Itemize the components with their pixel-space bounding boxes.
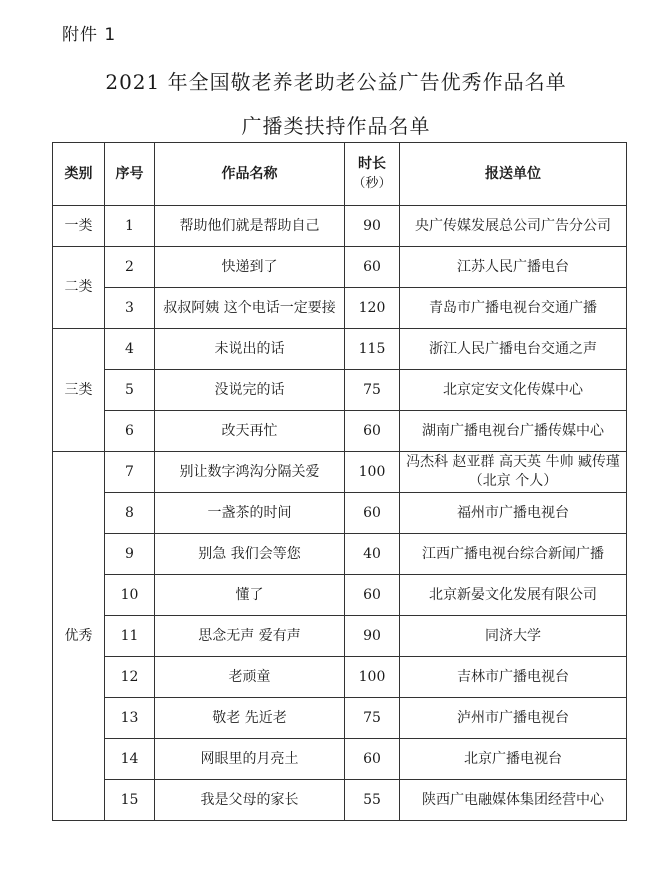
submitting-unit-cell: 湖南广播电视台广播传媒中心 <box>400 411 627 452</box>
duration-cell: 60 <box>345 739 400 780</box>
work-name-cell: 帮助他们就是帮助自己 <box>155 206 345 247</box>
duration-cell: 60 <box>345 493 400 534</box>
table-row <box>53 657 627 698</box>
work-name-cell: 思念无声 爱有声 <box>155 616 345 657</box>
submitting-unit-cell: 浙江人民广播电台交通之声 <box>400 329 627 370</box>
work-name-cell: 网眼里的月亮土 <box>155 739 345 780</box>
table-row <box>53 739 627 780</box>
index-cell: 1 <box>105 206 155 247</box>
category-cell: 优秀 <box>53 452 105 821</box>
submitting-unit-cell: 江苏人民广播电台 <box>400 247 627 288</box>
index-cell: 11 <box>105 616 155 657</box>
category-cell: 二类 <box>53 247 105 329</box>
table-row <box>53 411 627 452</box>
category-cell: 一类 <box>53 206 105 247</box>
table-row <box>53 206 627 247</box>
work-name-cell: 我是父母的家长 <box>155 780 345 821</box>
work-name-cell: 别让数字鸿沟分隔关爱 <box>155 452 345 493</box>
work-name-cell: 老顽童 <box>155 657 345 698</box>
index-cell: 4 <box>105 329 155 370</box>
index-cell: 7 <box>105 452 155 493</box>
header-duration-unit: （秒） <box>352 176 392 191</box>
duration-cell: 55 <box>345 780 400 821</box>
table-row <box>53 575 627 616</box>
header-index: 序号 <box>105 143 155 206</box>
submitting-unit-cell: 青岛市广播电视台交通广播 <box>400 288 627 329</box>
duration-cell: 75 <box>345 698 400 739</box>
category-cell: 三类 <box>53 329 105 452</box>
duration-cell: 60 <box>345 247 400 288</box>
index-cell: 8 <box>105 493 155 534</box>
index-cell: 5 <box>105 370 155 411</box>
work-name-cell: 未说出的话 <box>155 329 345 370</box>
index-cell: 3 <box>105 288 155 329</box>
index-cell: 15 <box>105 780 155 821</box>
duration-cell: 60 <box>345 575 400 616</box>
works-table <box>52 142 627 821</box>
submitting-unit-cell: 吉林市广播电视台 <box>400 657 627 698</box>
index-cell: 9 <box>105 534 155 575</box>
page-title: 2021 年全国敬老养老助老公益广告优秀作品名单 <box>105 70 567 94</box>
index-cell: 12 <box>105 657 155 698</box>
table-row <box>53 370 627 411</box>
header-duration <box>345 143 400 206</box>
submitting-unit-cell: 北京定安文化传媒中心 <box>400 370 627 411</box>
submitting-unit-cell: 福州市广播电视台 <box>400 493 627 534</box>
index-cell: 13 <box>105 698 155 739</box>
submitting-unit-cell: 央广传媒发展总公司广告分公司 <box>400 206 627 247</box>
table-row <box>53 329 627 370</box>
index-cell: 6 <box>105 411 155 452</box>
submitting-unit-cell: 陕西广电融媒体集团经营中心 <box>400 780 627 821</box>
submitting-unit-cell: 同济大学 <box>400 616 627 657</box>
work-name-cell: 敬老 先近老 <box>155 698 345 739</box>
table-row <box>53 288 627 329</box>
index-cell: 10 <box>105 575 155 616</box>
header-unit: 报送单位 <box>400 143 627 206</box>
duration-cell: 100 <box>345 657 400 698</box>
header-duration-label: 时长 <box>358 156 386 172</box>
page-subtitle: 广播类扶持作品名单 <box>241 114 431 138</box>
index-cell: 14 <box>105 739 155 780</box>
duration-cell: 100 <box>345 452 400 493</box>
submitting-unit-cell: 北京广播电视台 <box>400 739 627 780</box>
table-row <box>53 616 627 657</box>
table-row <box>53 698 627 739</box>
index-cell: 2 <box>105 247 155 288</box>
table-row <box>53 780 627 821</box>
table-row <box>53 452 627 493</box>
work-name-cell: 别急 我们会等您 <box>155 534 345 575</box>
duration-cell: 75 <box>345 370 400 411</box>
work-name-cell: 一盏茶的时间 <box>155 493 345 534</box>
work-name-cell: 懂了 <box>155 575 345 616</box>
table-header-row <box>53 143 627 206</box>
submitting-unit-cell: 江西广播电视台综合新闻广播 <box>400 534 627 575</box>
header-category: 类别 <box>53 143 105 206</box>
table-body <box>53 206 627 821</box>
duration-cell: 90 <box>345 616 400 657</box>
table-row <box>53 247 627 288</box>
header-name: 作品名称 <box>155 143 345 206</box>
attachment-label: 附件 1 <box>62 25 117 45</box>
duration-cell: 40 <box>345 534 400 575</box>
work-name-cell: 没说完的话 <box>155 370 345 411</box>
work-name-cell: 叔叔阿姨 这个电话一定要接 <box>155 288 345 329</box>
work-name-cell: 改天再忙 <box>155 411 345 452</box>
duration-cell: 60 <box>345 411 400 452</box>
work-name-cell: 快递到了 <box>155 247 345 288</box>
submitting-unit-cell: 北京新晏文化发展有限公司 <box>400 575 627 616</box>
submitting-unit-cell: 泸州市广播电视台 <box>400 698 627 739</box>
table-row <box>53 534 627 575</box>
duration-cell: 115 <box>345 329 400 370</box>
duration-cell: 120 <box>345 288 400 329</box>
duration-cell: 90 <box>345 206 400 247</box>
table-row <box>53 493 627 534</box>
submitting-unit-cell: 冯杰科 赵亚群 高天英 牛帅 臧传瑾（北京 个人） <box>400 452 627 493</box>
